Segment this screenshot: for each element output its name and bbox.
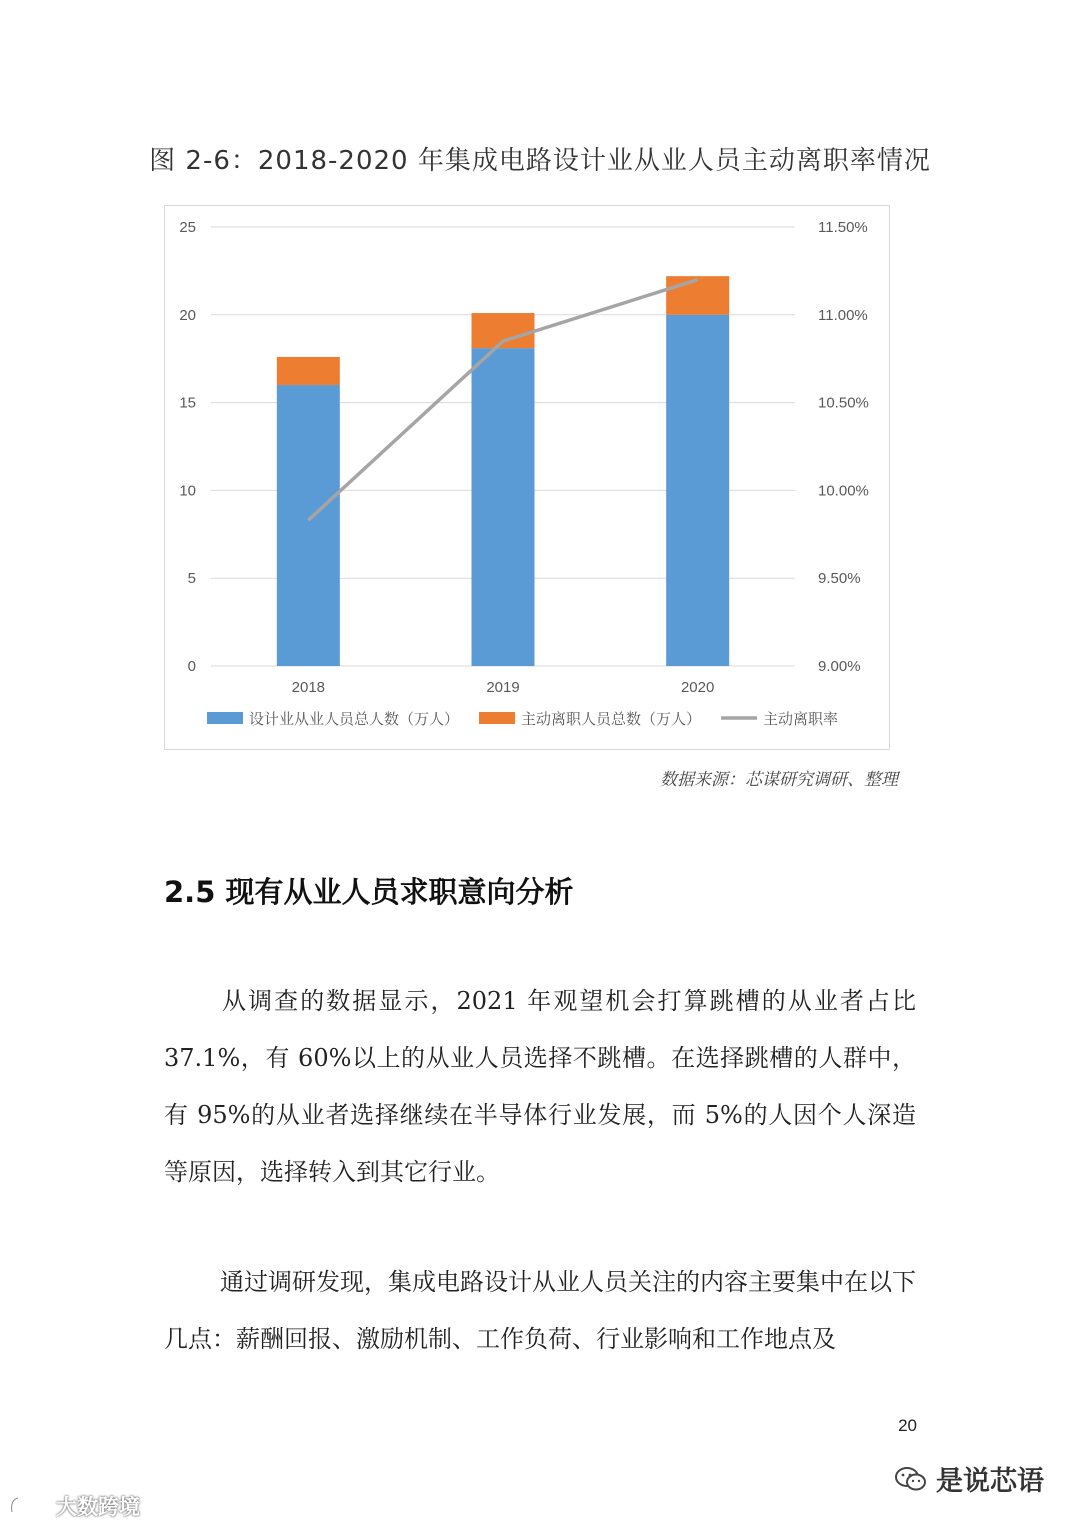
y2-tick-label: 10.50% [818, 394, 869, 412]
legend-swatch-1 [207, 712, 243, 724]
paragraph-2 [164, 1254, 916, 1368]
wechat-icon [894, 1465, 928, 1493]
y-tick-label: 5 [187, 570, 196, 588]
page-number: 20 [898, 1416, 917, 1435]
y-tick-label: 20 [179, 306, 196, 324]
legend-swatch-2 [479, 712, 515, 724]
paragraph-1 [164, 973, 916, 1201]
chart-container [164, 205, 890, 750]
y2-tick-label: 11.00% [818, 306, 868, 324]
x-tick-label: 2020 [680, 679, 715, 696]
x-tick-label: 2018 [291, 679, 326, 696]
y-tick-label: 25 [179, 219, 196, 236]
watermark-right-text: 是说芯语 [936, 1466, 1044, 1497]
y2-tick-label: 10.00% [818, 482, 869, 500]
legend-label-1: 设计业从业人员总人数（万人） [249, 710, 460, 728]
bar-segment-1 [277, 385, 340, 666]
figure-title: 图 2-6：2018-2020 年集成电路设计业从业人员主动离职率情况 [149, 146, 931, 176]
y-tick-label: 0 [187, 658, 196, 675]
bar-segment-1 [472, 348, 535, 666]
y2-tick-label: 9.00% [818, 658, 861, 675]
bar-segment-1 [666, 315, 729, 666]
watermark-right [894, 1459, 1044, 1498]
section-heading: 2.5 现有从业人员求职意向分析 [164, 875, 574, 909]
data-source-note: 数据来源：芯谋研究调研、整理 [660, 770, 898, 790]
x-tick-label: 2019 [486, 679, 520, 696]
legend-label-3: 主动离职率 [763, 710, 839, 728]
watermark-left [8, 1491, 140, 1521]
brand-logo-icon [8, 1494, 52, 1518]
y2-tick-label: 9.50% [818, 570, 861, 588]
bar-segment-2 [666, 276, 729, 315]
paragraph-1-text: 从调查的数据显示，2021 年观望机会打算跳槽的从业者占比 37.1%，有 60%以上的从业人员选择不跳槽。在选择跳槽的人群中，有 95%的从业者选择继续在半导体行业发展，而 5%的人因个人深造等原因，选择转入到其它行业。 [164, 987, 916, 1186]
y-tick-label: 15 [179, 394, 196, 412]
y-tick-label: 10 [179, 482, 196, 500]
y2-tick-label: 11.50% [818, 219, 868, 236]
paragraph-2-text: 通过调研发现，集成电路设计从业人员关注的内容主要集中在以下几点：薪酬回报、激励机制、工作负荷、行业影响和工作地点及 [164, 1268, 916, 1353]
bar-segment-2 [277, 357, 340, 385]
stacked-bar-line-chart [165, 206, 891, 751]
watermark-left-text: 大数跨境 [56, 1495, 140, 1519]
legend-label-2: 主动离职人员总数（万人） [521, 710, 702, 728]
